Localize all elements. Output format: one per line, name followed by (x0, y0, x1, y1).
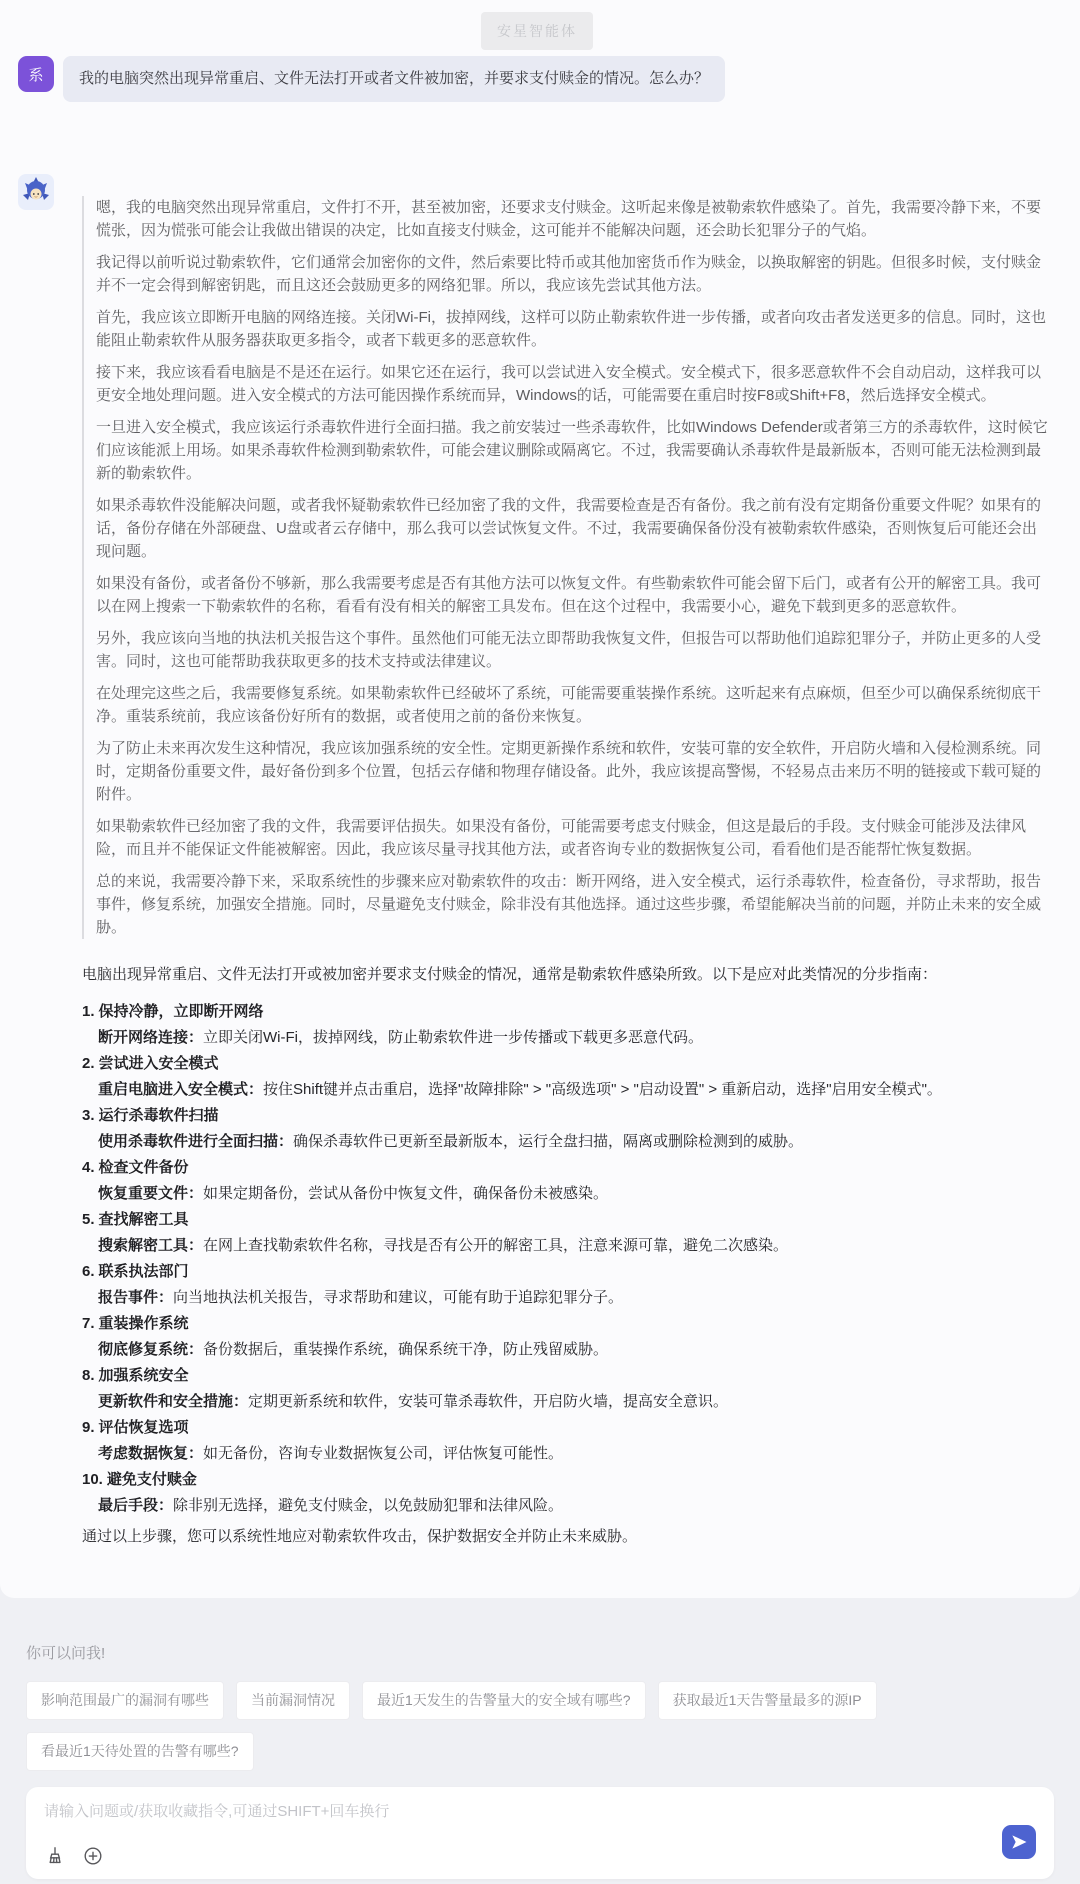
step-title: 10. 避免支付赎金 (82, 1471, 197, 1488)
step-detail: 彻底修复系统：备份数据后，重装操作系统，确保系统干净，防止残留威胁。 (98, 1341, 609, 1358)
thinking-paragraph: 嗯，我的电脑突然出现异常重启，文件打不开，甚至被加密，还要求支付赎金。这听起来像是被勒索软件感染了。首先，我需要冷静下来，不要慌张，因为慌张可能会让我做出错误的决定，比如直接支付赎金，这可能并不能解决问题，还会助长犯罪分子的气焰。 (96, 199, 1042, 239)
thinking-paragraph: 我记得以前听说过勒索软件，它们通常会加密你的文件，然后索要比特币或其他加密货币作为赎金，以换取解密的钥匙。但很多时候，支付赎金并不一定会得到解密钥匙，而且这还会鼓励更多的网络犯罪。所以，我应该先尝试其他方法。 (96, 254, 1042, 294)
thinking-paragraph: 另外，我应该向当地的执法机关报告这个事件。虽然他们可能无法立即帮助我恢复文件，但报告可以帮助他们追踪犯罪分子，并防止更多的人受害。同时，这也可能帮助我获取更多的技术支持或法律建议。 (96, 630, 1042, 670)
composer-tools (44, 1845, 1036, 1867)
thinking-paragraph: 为了防止未来再次发生这种情况，我应该加强系统的安全性。定期更新操作系统和软件，安装可靠的安全软件，开启防火墙和入侵检测系统。同时，定期备份重要文件，最好备份到多个位置，包括云存储和物理存储设备。此外，我应该提高警惕，不轻易点击来历不明的链接或下载可疑的附件。 (96, 740, 1042, 803)
step-detail: 断开网络连接：立即关闭Wi-Fi，拔掉网线，防止勒索软件进一步传播或下载更多恶意代码。 (98, 1029, 703, 1046)
user-avatar-label: 系 (28, 66, 44, 84)
send-icon (1009, 1832, 1029, 1852)
app-watermark: 安星智能体 (481, 12, 593, 50)
send-button[interactable] (1002, 1825, 1036, 1859)
answer-step (82, 1416, 1048, 1465)
assistant-avatar (18, 174, 54, 210)
step-title: 8. 加强系统安全 (82, 1367, 189, 1384)
step-detail: 搜索解密工具：在网上查找勒索软件名称，寻找是否有公开的解密工具，注意来源可靠，避免二次感染。 (98, 1237, 789, 1254)
step-title: 9. 评估恢复选项 (82, 1419, 189, 1436)
answer-step (82, 1000, 1048, 1049)
step-detail: 最后手段：除非别无选择，避免支付赎金，以免鼓励犯罪和法律风险。 (98, 1497, 564, 1514)
composer-input[interactable] (44, 1803, 639, 1820)
answer-intro: 电脑出现异常重启、文件无法打开或被加密并要求支付赎金的情况，通常是勒索软件感染所致。以下是应对此类情况的分步指南： (82, 966, 938, 983)
suggestion-chip[interactable]: 看最近1天待处置的告警有哪些? (26, 1732, 254, 1771)
step-detail: 报告事件：向当地执法机关报告，寻求帮助和建议，可能有助于追踪犯罪分子。 (98, 1289, 624, 1306)
step-detail: 考虑数据恢复：如无备份，咨询专业数据恢复公司，评估恢复可能性。 (98, 1445, 564, 1462)
suggestion-chip[interactable]: 最近1天发生的告警量大的安全域有哪些? (362, 1681, 646, 1720)
answer-step (82, 1052, 1048, 1101)
thinking-paragraph: 如果勒索软件已经加密了我的文件，我需要评估损失。如果没有备份，可能需要考虑支付赎金，但这是最后的手段。支付赎金可能涉及法律风险，而且并不能保证文件能被解密。因此，我应该尽量寻找其他方法，或者咨询专业的数据恢复公司，看看他们是否能帮忙恢复数据。 (96, 818, 1027, 858)
composer (26, 1787, 1054, 1879)
thinking-paragraph: 如果没有备份，或者备份不够新，那么我需要考虑是否有其他方法可以恢复文件。有些勒索软件可能会留下后门，或者有公开的解密工具。我可以在网上搜索一下勒索软件的名称，看看有没有相关的解密工具发布。但在这个过程中，我需要小心，避免下载到更多的恶意软件。 (96, 575, 1042, 615)
bottom-area (0, 1642, 1080, 1879)
answer-step (82, 1364, 1048, 1413)
answer-conclusion: 通过以上步骤，您可以系统性地应对勒索软件攻击，保护数据安全并防止未来威胁。 (82, 1528, 638, 1545)
assistant-thinking-block (82, 196, 1048, 939)
step-title: 6. 联系执法部门 (82, 1263, 189, 1280)
answer-step (82, 1312, 1048, 1361)
step-title: 4. 检查文件备份 (82, 1159, 189, 1176)
user-avatar (18, 56, 54, 92)
step-title: 5. 查找解密工具 (82, 1211, 189, 1228)
step-detail: 重启电脑进入安全模式：按住Shift键并点击重启，选择"故障排除" > "高级选项" > "启动设置" > 重新启动，选择"启用安全模式"。 (98, 1081, 942, 1098)
answer-step (82, 1156, 1048, 1205)
step-detail: 恢复重要文件：如果定期备份，尝试从备份中恢复文件，确保备份未被感染。 (98, 1185, 609, 1202)
suggestion-chip[interactable]: 当前漏洞情况 (236, 1681, 350, 1720)
plus-circle-icon[interactable] (82, 1845, 104, 1867)
suggestion-chips (26, 1681, 1054, 1771)
user-message (18, 56, 1056, 102)
suggestion-chip[interactable]: 影响范围最广的漏洞有哪些 (26, 1681, 224, 1720)
answer-step (82, 1468, 1048, 1517)
answer-step (82, 1208, 1048, 1257)
step-detail: 更新软件和安全措施：定期更新系统和软件，安装可靠杀毒软件，开启防火墙，提高安全意识。 (98, 1393, 729, 1410)
thinking-paragraph: 在处理完这些之后，我需要修复系统。如果勒索软件已经破坏了系统，可能需要重装操作系统。这听起来有点麻烦，但至少可以确保系统彻底干净。重装系统前，我应该备份好所有的数据，或者使用之前的备份来恢复。 (96, 685, 1042, 725)
step-title: 1. 保持冷静，立即断开网络 (82, 1003, 264, 1020)
step-detail: 使用杀毒软件进行全面扫描：确保杀毒软件已更新至最新版本，运行全盘扫描，隔离或删除检测到的威胁。 (98, 1133, 804, 1150)
suggestion-chip[interactable]: 获取最近1天告警量最多的源IP (658, 1681, 877, 1720)
answer-step (82, 1104, 1048, 1153)
step-title: 3. 运行杀毒软件扫描 (82, 1107, 219, 1124)
step-title: 2. 尝试进入安全模式 (82, 1055, 219, 1072)
assistant-answer (82, 963, 1048, 1548)
clear-chat-icon[interactable] (44, 1845, 66, 1867)
suggestions-title: 你可以问我! (26, 1645, 106, 1662)
assistant-content (82, 174, 1048, 1548)
thinking-paragraph: 一旦进入安全模式，我应该运行杀毒软件进行全面扫描。我之前安装过一些杀毒软件，比如Windows Defender或者第三方的杀毒软件，这时候它们应该能派上用场。如果杀毒软件检测到勒索软件，可能会建议删除或隔离它。不过，我需要确认杀毒软件是最新版本，否则可能无法检测到最新的勒索软件。 (96, 419, 1048, 482)
thinking-paragraph: 如果杀毒软件没能解决问题，或者我怀疑勒索软件已经加密了我的文件，我需要检查是否有备份。我之前有没有定期备份重要文件呢？如果有的话，备份存储在外部硬盘、U盘或者云存储中，那么我可以尝试恢复文件。不过，我需要确保备份没有被勒索软件感染，否则恢复后可能还会出现问题。 (96, 497, 1042, 560)
user-message-bubble: 我的电脑突然出现异常重启、文件无法打开或者文件被加密，并要求支付赎金的情况。怎么办？ (63, 56, 725, 102)
answer-step (82, 1260, 1048, 1309)
thinking-paragraph: 首先，我应该立即断开电脑的网络连接。关闭Wi-Fi，拔掉网线，这样可以防止勒索软件进一步传播，或者向攻击者发送更多的信息。同时，这也能阻止勒索软件从服务器获取更多指令，或者下载更多的恶意软件。 (96, 309, 1046, 349)
assistant-message (18, 174, 1056, 1548)
step-title: 7. 重装操作系统 (82, 1315, 189, 1332)
answer-steps (82, 1000, 1048, 1517)
watermark-wrap (18, 12, 1056, 50)
assistant-avatar-icon (18, 174, 54, 210)
thinking-paragraph: 总的来说，我需要冷静下来，采取系统性的步骤来应对勒索软件的攻击：断开网络，进入安全模式，运行杀毒软件，检查备份，寻求帮助，报告事件，修复系统，加强安全措施。同时，尽量避免支付赎金，除非没有其他选择。通过这些步骤，希望能解决当前的问题，并防止未来的安全威胁。 (96, 873, 1042, 936)
thinking-paragraph: 接下来，我应该看看电脑是不是还在运行。如果它还在运行，我可以尝试进入安全模式。安全模式下，很多恶意软件不会自动启动，这样我可以更安全地处理问题。进入安全模式的方法可能因操作系统而异，Windows的话，可能需要在重启时按F8或Shift+F8，然后选择安全模式。 (96, 364, 1042, 404)
